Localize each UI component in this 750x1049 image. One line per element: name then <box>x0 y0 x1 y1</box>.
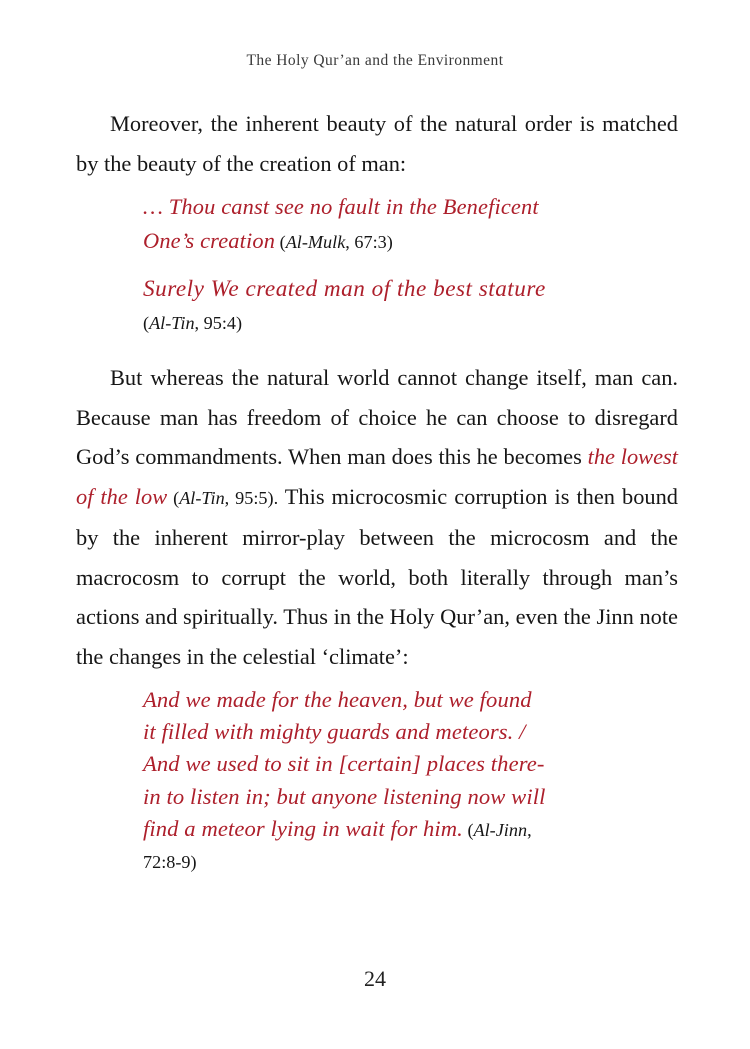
quote-line-text: One’s creation <box>143 227 276 253</box>
citation-comma: , <box>527 819 532 840</box>
quote-al-jinn <box>76 684 678 878</box>
citation-open: ( <box>143 313 150 333</box>
citation-reference: , 95:4) <box>194 313 243 333</box>
citation-reference: , 95:5). <box>224 487 279 508</box>
citation-open: ( <box>279 231 286 252</box>
quote-line-with-citation <box>143 224 678 260</box>
running-head: The Holy Qur’an and the Environment <box>246 52 504 69</box>
inline-citation-al-tin <box>167 488 278 508</box>
quote-line: … Thou canst see no fault in the Beneficent <box>143 194 539 219</box>
citation-al-jinn-reference: 72:8-9) <box>143 852 197 873</box>
spacer <box>76 259 678 272</box>
page-number: 24 <box>364 966 386 991</box>
citation-open: ( <box>173 487 180 508</box>
quote-line: in to listen in; but anyone listening now will <box>143 783 546 809</box>
quote-line: it filled with mighty guards and meteors. / <box>143 719 526 745</box>
paragraph-intro: Moreover, the inherent beauty of the natural order is matched by the beauty of the creation of man: <box>76 111 678 176</box>
citation-source: Al-Jinn <box>473 819 528 840</box>
citation-open: ( <box>467 819 474 840</box>
citation-source: Al-Mulk <box>285 231 346 252</box>
citation-al-jinn <box>463 820 532 840</box>
paragraph-main-part-1: But whereas the natural world cannot change itself, man can. Because man has freedom of choice he can choose to disregard God’s commandments. When man does this he becomes <box>76 365 678 469</box>
quote-line: And we made for the heaven, but we found <box>143 687 532 712</box>
quote-line-with-citation <box>143 813 678 846</box>
citation-al-mulk <box>275 232 393 252</box>
citation-al-tin <box>143 306 678 340</box>
quote-line: And we used to sit in [certain] places there- <box>143 751 545 777</box>
quote-line: Surely We created man of the best stature <box>143 276 546 302</box>
citation-source: Al-Tin <box>179 487 225 508</box>
spacer <box>76 676 678 684</box>
spacer <box>76 340 678 358</box>
citation-reference: , 67:3) <box>345 231 393 252</box>
text-column <box>76 104 678 878</box>
paragraph-main-part-2: This microcosmic corruption is then bound by the inherent mirror-play between the microcosm and the macrocosm to corrupt the world, both literally through man’s actions and spiritually. Thus in the Holy Qur’an, even the Jinn note the changes in the celestial ‘climate’: <box>76 483 678 669</box>
citation-source: Al-Tin <box>149 313 195 333</box>
paragraph-main <box>76 358 678 676</box>
spacer <box>76 183 678 190</box>
quote-al-tin <box>76 272 678 340</box>
inline-quote-lowest-of-the-low: the lowest of the low <box>76 444 678 509</box>
quote-al-mulk <box>76 190 678 259</box>
quote-line-text: find a meteor lying in wait for him. <box>143 815 463 841</box>
